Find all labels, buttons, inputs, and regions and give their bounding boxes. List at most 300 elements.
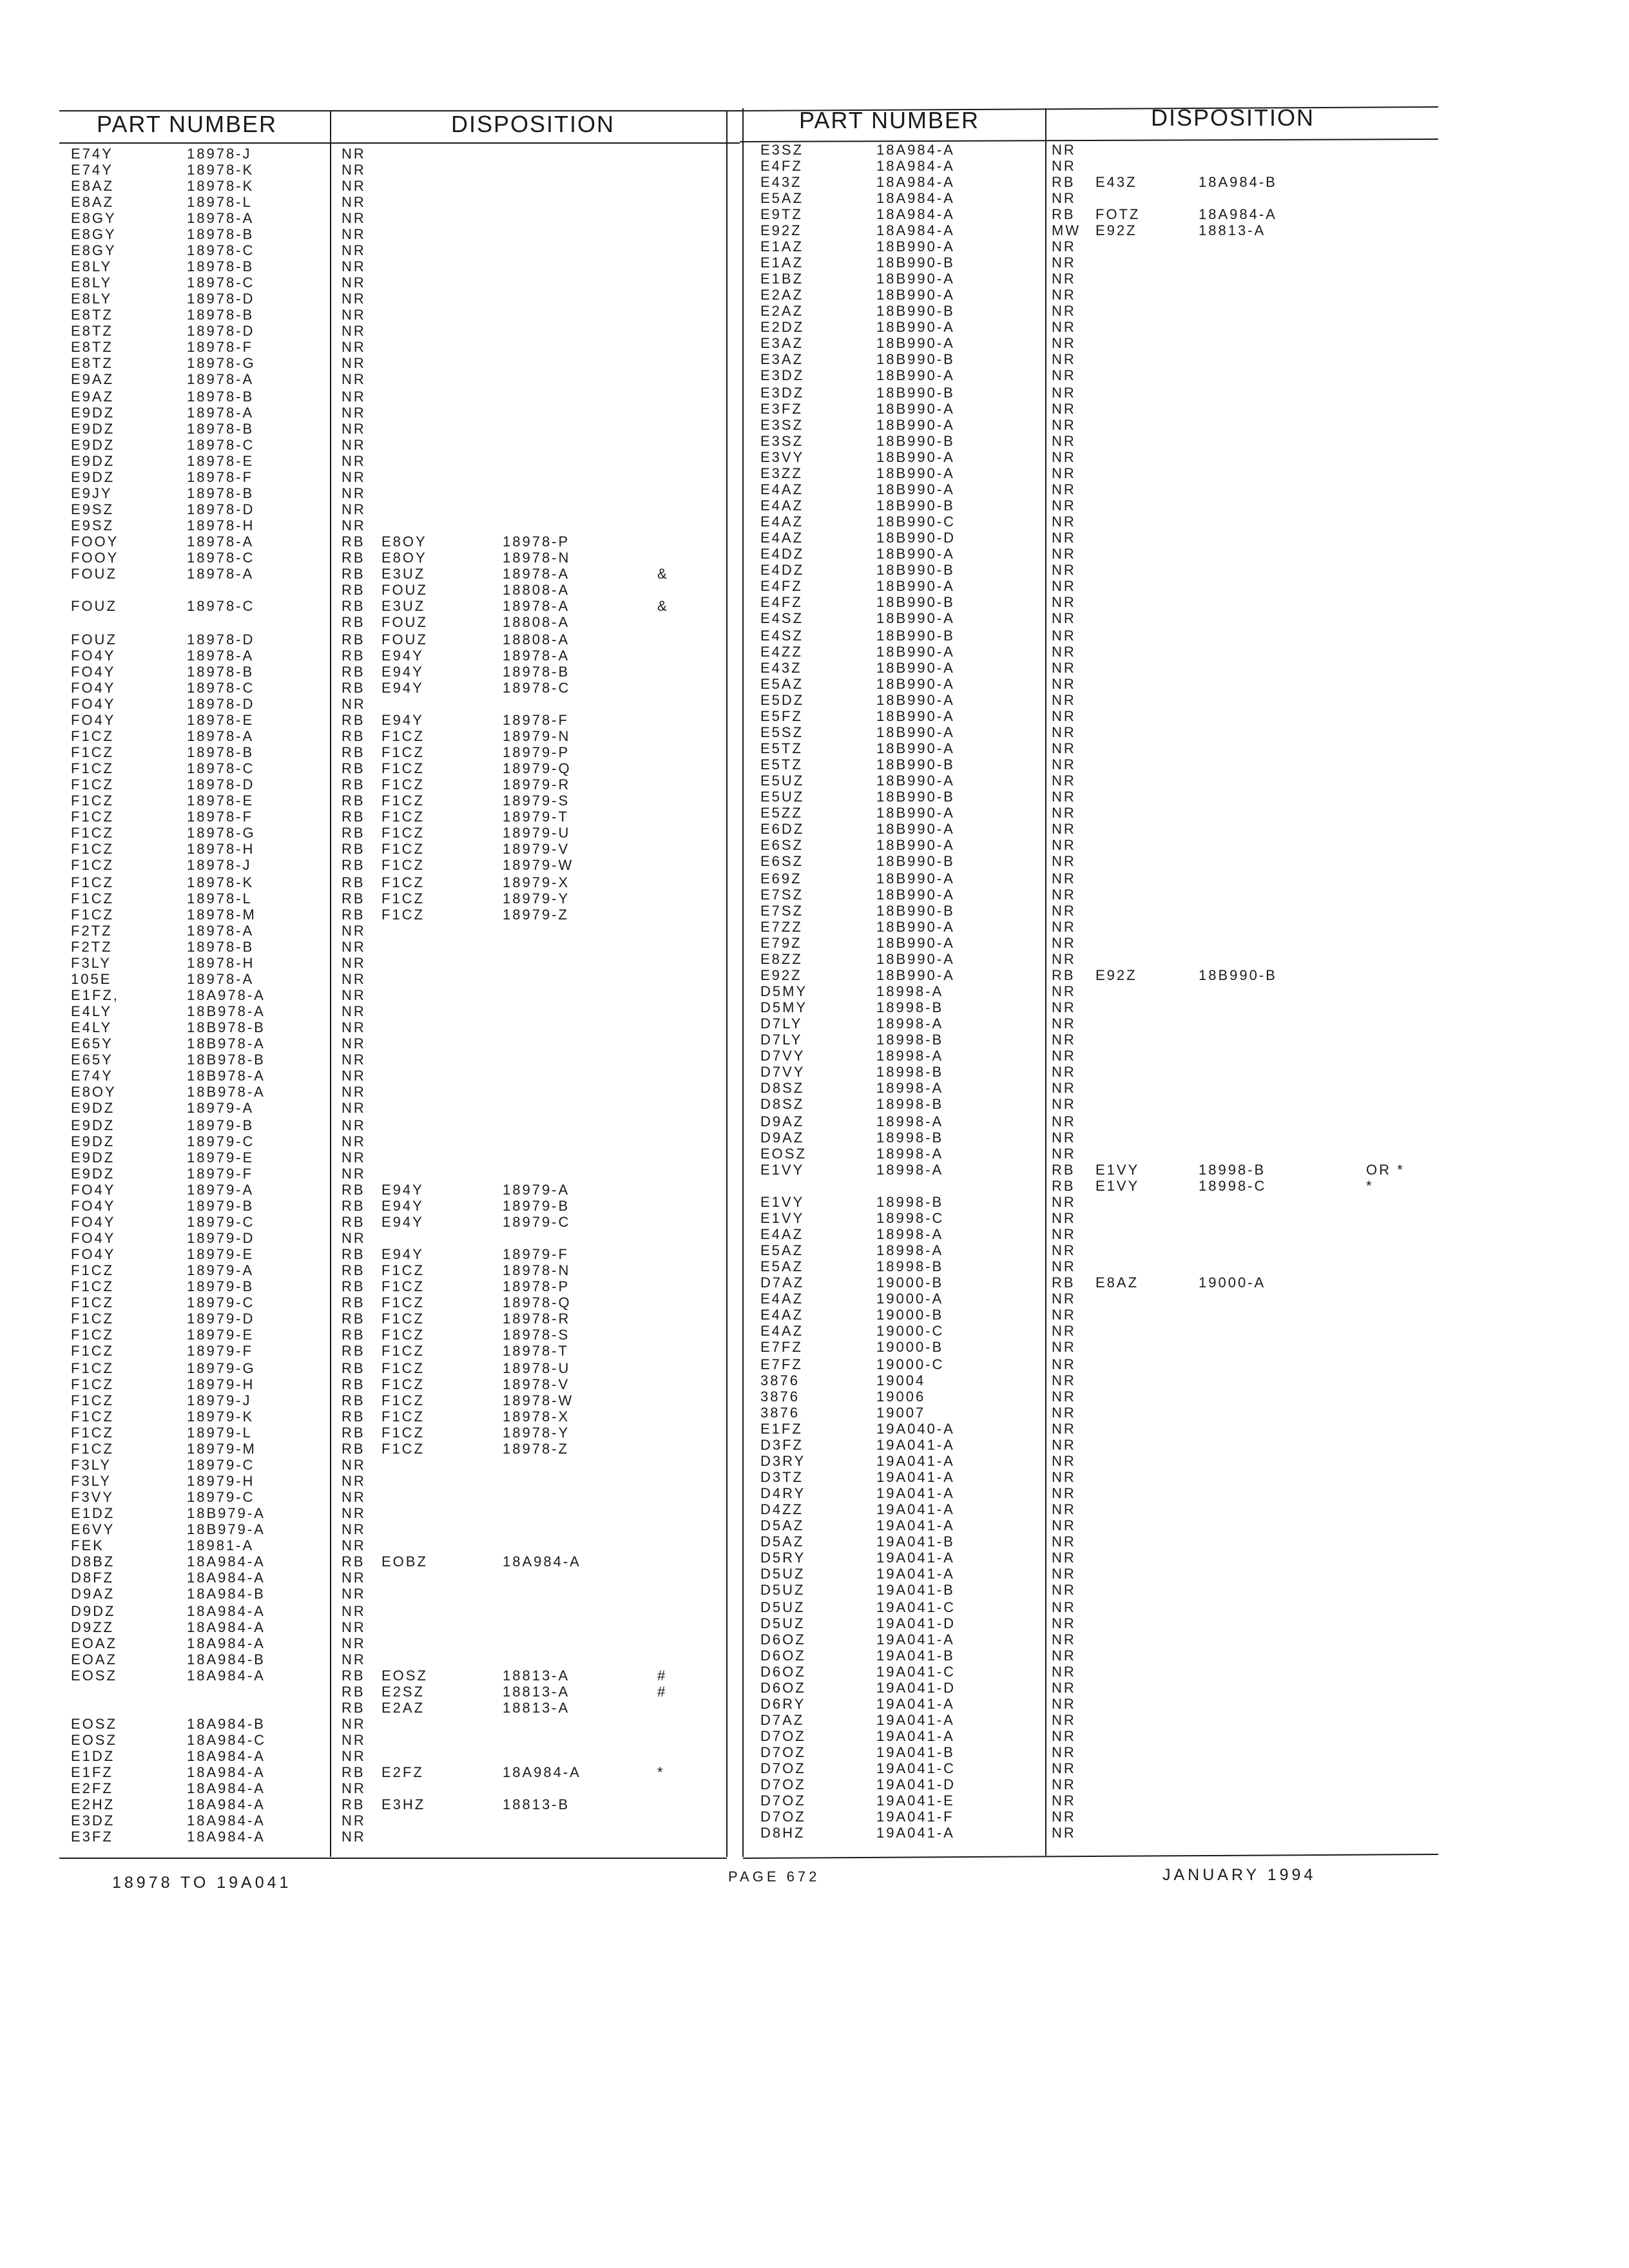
code: RB (342, 680, 365, 696)
replacement-number: 18978-X (503, 1408, 570, 1425)
code: NR (1052, 1696, 1076, 1712)
prefix: D5AZ (760, 1517, 805, 1533)
code: NR (1052, 1389, 1076, 1405)
prefix: D8SZ (760, 1096, 805, 1112)
prefix: F2TZ (71, 939, 113, 955)
prefix: E7ZZ (760, 919, 803, 935)
code: NR (342, 1117, 366, 1133)
code: NR (342, 1635, 366, 1651)
code: NR (342, 1035, 366, 1052)
replacement-prefix: F1CZ (381, 1327, 425, 1343)
part-number: 18981-A (187, 1537, 255, 1553)
part-number: 18998-C (876, 1210, 945, 1226)
prefix: FO4Y (71, 1214, 116, 1230)
code: NR (1052, 1307, 1076, 1323)
code: NR (342, 453, 366, 469)
replacement-number: 18979-V (503, 841, 570, 857)
part-number: 18978-B (187, 307, 255, 323)
prefix: E2AZ (760, 303, 804, 319)
prefix: E6VY (71, 1521, 115, 1537)
prefix: F1CZ (71, 728, 114, 744)
code: NR (1052, 660, 1076, 676)
code: NR (1052, 853, 1076, 869)
prefix: F1CZ (71, 1408, 114, 1425)
prefix: D4ZZ (760, 1501, 804, 1517)
code: MW (1052, 222, 1081, 238)
part-number: 19A041-A (876, 1437, 955, 1453)
code: NR (1052, 1469, 1076, 1485)
code: NR (1052, 1744, 1076, 1760)
code: NR (342, 1133, 366, 1149)
replacement-prefix: F1CZ (381, 1294, 425, 1311)
prefix: D7AZ (760, 1274, 805, 1291)
code: RB (342, 874, 365, 890)
replacement-number: 18979-R (503, 776, 571, 793)
code: NR (1052, 271, 1076, 287)
part-number: 18978-C (187, 598, 255, 614)
replacement-number: 18979-Z (503, 907, 569, 923)
prefix: E4AZ (760, 1323, 804, 1339)
prefix: E3SZ (760, 433, 804, 449)
prefix: E3AZ (760, 335, 804, 351)
part-number: 18B990-A (876, 724, 955, 740)
code: RB (342, 1246, 365, 1262)
replacement-number: 18813-A (503, 1684, 570, 1700)
code: RB (342, 1376, 365, 1392)
replacement-number: 18813-A (1199, 222, 1266, 238)
prefix: D6OZ (760, 1664, 806, 1680)
part-number: 18978-D (187, 631, 255, 648)
prefix: F1CZ (71, 1327, 114, 1343)
part-number: 18A984-B (187, 1586, 265, 1602)
code: NR (342, 307, 366, 323)
replacement-number: 18979-C (503, 1214, 571, 1230)
part-number: 18A984-B (187, 1716, 265, 1732)
code: NR (342, 469, 366, 485)
code: NR (1052, 303, 1076, 319)
replacement-number: 18978-T (503, 1343, 569, 1359)
replacement-number: 18978-F (503, 712, 569, 728)
replacement-number: 18978-P (503, 533, 570, 550)
prefix: E5AZ (760, 190, 804, 206)
part-number: 18978-A (187, 210, 255, 226)
prefix: EOSZ (71, 1716, 117, 1732)
prefix: E9TZ (760, 206, 803, 222)
code: NR (342, 1230, 366, 1246)
code: RB (342, 1425, 365, 1441)
code: NR (1052, 1712, 1076, 1728)
prefix: FO4Y (71, 1182, 116, 1198)
part-number: 18998-B (876, 1032, 944, 1048)
part-number: 18979-D (187, 1230, 255, 1246)
part-number: 18B990-A (876, 546, 955, 562)
part-number: 19A041-A (876, 1825, 955, 1841)
part-number: 18979-E (187, 1149, 255, 1166)
prefix: E9DZ (71, 469, 115, 485)
replacement-number: 18A984-B (1199, 174, 1277, 190)
part-number: 18978-F (187, 339, 253, 355)
part-number: 18A984-A (187, 1812, 265, 1829)
prefix: F1CZ (71, 825, 114, 841)
part-number: 18998-A (876, 1146, 944, 1162)
prefix: FOUZ (71, 631, 117, 648)
part-number: 19006 (876, 1389, 926, 1405)
replacement-prefix: F1CZ (381, 1441, 425, 1457)
code: NR (1052, 870, 1076, 887)
part-number: 18B978-B (187, 1019, 265, 1035)
code: RB (342, 614, 365, 630)
part-number: 18979-G (187, 1360, 256, 1376)
replacement-number: 18813-A (503, 1667, 570, 1684)
code: NR (1052, 1485, 1076, 1501)
code: NR (342, 162, 366, 178)
code: NR (1052, 676, 1076, 692)
part-number: 18B990-D (876, 530, 956, 546)
replacement-prefix: E2AZ (381, 1700, 425, 1716)
replacement-prefix: E92Z (1095, 967, 1137, 983)
code: RB (342, 1198, 365, 1214)
replacement-prefix: FOUZ (381, 614, 428, 630)
prefix: F1CZ (71, 1262, 114, 1278)
code: RB (342, 1278, 365, 1294)
prefix: E3DZ (760, 367, 805, 383)
part-number: 18978-H (187, 955, 255, 971)
part-number: 18A984-A (187, 1829, 265, 1845)
prefix: E2FZ (71, 1780, 113, 1796)
prefix: E9DZ (71, 405, 115, 421)
code: NR (1052, 385, 1076, 401)
code: NR (342, 1166, 366, 1182)
prefix: E8GY (71, 210, 117, 226)
code: NR (342, 971, 366, 987)
prefix: E8AZ (71, 178, 115, 194)
replacement-prefix: FOUZ (381, 631, 428, 648)
part-number: 18978-A (187, 971, 255, 987)
code: NR (1052, 1453, 1076, 1469)
part-number: 19A041-A (876, 1712, 955, 1728)
code: NR (342, 339, 366, 355)
part-number: 18B978-A (187, 1068, 265, 1084)
part-number: 19A041-A (876, 1485, 955, 1501)
footer-range: 18978 TO 19A041 (112, 1874, 292, 1892)
replacement-prefix: E94Y (381, 712, 424, 728)
part-number: 19000-A (876, 1291, 944, 1307)
part-number: 18978-B (187, 485, 255, 501)
code: NR (1052, 1550, 1076, 1566)
prefix: D9AZ (760, 1113, 805, 1129)
prefix: E3DZ (760, 385, 805, 401)
code: RB (342, 857, 365, 873)
replacement-prefix: E8OY (381, 533, 427, 550)
code: RB (342, 1553, 365, 1570)
code: RB (342, 631, 365, 648)
code: RB (1052, 174, 1075, 190)
replacement-prefix: E2SZ (381, 1684, 425, 1700)
prefix: F3LY (71, 955, 111, 971)
prefix: D9AZ (760, 1129, 805, 1146)
prefix: D5MY (760, 999, 808, 1015)
code: NR (1052, 238, 1076, 255)
part-number: 18B978-A (187, 1003, 265, 1019)
prefix: FO4Y (71, 680, 116, 696)
code: NR (342, 1603, 366, 1619)
code: NR (1052, 1809, 1076, 1825)
part-number: 19A041-A (876, 1501, 955, 1517)
code: NR (1052, 756, 1076, 773)
code: NR (1052, 594, 1076, 610)
note: # (657, 1684, 668, 1700)
part-number: 18B979-A (187, 1521, 265, 1537)
part-number: 18978-L (187, 194, 253, 210)
replacement-number: 18808-A (503, 614, 570, 630)
code: NR (1052, 837, 1076, 853)
prefix: E4SZ (760, 610, 804, 626)
code: NR (1052, 1015, 1076, 1032)
code: NR (342, 437, 366, 453)
code: NR (1052, 1405, 1076, 1421)
code: NR (1052, 578, 1076, 594)
prefix: D7LY (760, 1015, 803, 1032)
right-part-number-header: PART NUMBER (799, 107, 980, 133)
prefix: E69Z (760, 870, 802, 887)
replacement-prefix: F1CZ (381, 793, 425, 809)
code: NR (342, 178, 366, 194)
prefix: 3876 (760, 1389, 800, 1405)
replacement-number: 18978-Q (503, 1294, 572, 1311)
code: NR (1052, 1291, 1076, 1307)
replacement-prefix: F1CZ (381, 1392, 425, 1408)
part-number: 18A984-A (187, 1796, 265, 1812)
part-number: 18978-M (187, 907, 256, 923)
part-number: 18A984-A (187, 1603, 265, 1619)
prefix: D8FZ (71, 1570, 114, 1586)
replacement-prefix: E94Y (381, 680, 424, 696)
code: RB (342, 1262, 365, 1278)
code: RB (342, 1182, 365, 1198)
part-number: 18979-E (187, 1327, 255, 1343)
part-number: 18A984-A (876, 174, 955, 190)
part-number: 18978-J (187, 857, 252, 873)
code: NR (1052, 417, 1076, 433)
code: RB (342, 1684, 365, 1700)
prefix: E3ZZ (760, 465, 803, 481)
code: RB (342, 1294, 365, 1311)
part-number: 18979-A (187, 1262, 255, 1278)
part-number: 18B990-B (876, 351, 955, 367)
code: NR (1052, 433, 1076, 449)
part-number: 18B990-B (876, 628, 955, 644)
part-number: 18B990-A (876, 578, 955, 594)
code: NR (342, 1716, 366, 1732)
code: NR (342, 1084, 366, 1100)
prefix: E5AZ (760, 1258, 804, 1274)
prefix: E5TZ (760, 740, 803, 756)
part-number: 18A984-A (876, 158, 955, 174)
replacement-prefix: F1CZ (381, 1262, 425, 1278)
replacement-prefix: FOTZ (1095, 206, 1141, 222)
note: & (657, 566, 669, 582)
code: NR (342, 1052, 366, 1068)
part-number: 18998-A (876, 1113, 944, 1129)
part-number: 19000-B (876, 1274, 944, 1291)
code: NR (1052, 335, 1076, 351)
prefix: EOSZ (71, 1732, 117, 1748)
part-number: 18998-B (876, 1064, 944, 1080)
code: NR (1052, 1566, 1076, 1582)
part-number: 18B990-B (876, 562, 955, 578)
part-number: 18B990-A (876, 692, 955, 708)
code: RB (1052, 1274, 1075, 1291)
part-number: 18979-E (187, 1246, 255, 1262)
part-number: 18998-A (876, 983, 944, 999)
replacement-number: 18978-A (503, 566, 570, 582)
code: NR (1052, 692, 1076, 708)
code: NR (1052, 319, 1076, 335)
part-number: 18B990-A (876, 773, 955, 789)
code: NR (1052, 740, 1076, 756)
code: NR (1052, 1437, 1076, 1453)
prefix: F1CZ (71, 1392, 114, 1408)
replacement-prefix: F1CZ (381, 809, 425, 825)
part-number: 18B990-A (876, 465, 955, 481)
prefix: E9DZ (71, 437, 115, 453)
prefix: E5FZ (760, 708, 803, 724)
prefix: E4LY (71, 1019, 113, 1035)
prefix: D5MY (760, 983, 808, 999)
code: NR (1052, 644, 1076, 660)
replacement-number: 18978-U (503, 1360, 571, 1376)
prefix: EOAZ (71, 1635, 117, 1651)
part-number: 18978-A (187, 566, 255, 582)
code: NR (342, 1457, 366, 1473)
part-number: 19A041-D (876, 1680, 956, 1696)
code: NR (1052, 367, 1076, 383)
code: RB (342, 1392, 365, 1408)
prefix: E8LY (71, 274, 113, 291)
replacement-prefix: E8OY (381, 550, 427, 566)
code: RB (342, 728, 365, 744)
code: RB (342, 890, 365, 907)
code: NR (1052, 287, 1076, 303)
part-number: 19A041-F (876, 1809, 954, 1825)
code: NR (1052, 1517, 1076, 1533)
prefix: D9ZZ (71, 1619, 114, 1635)
part-number: 19A041-A (876, 1550, 955, 1566)
code: NR (1052, 1048, 1076, 1064)
prefix: E8LY (71, 258, 113, 274)
part-number: 19A041-B (876, 1648, 955, 1664)
prefix: E9DZ (71, 1149, 115, 1166)
prefix: E9DZ (71, 1166, 115, 1182)
prefix: E4ZZ (760, 644, 803, 660)
part-number: 18978-B (187, 258, 255, 274)
prefix: E4FZ (760, 594, 803, 610)
replacement-number: 18979-F (503, 1246, 569, 1262)
part-number: 18979-M (187, 1441, 256, 1457)
part-number: 18979-B (187, 1198, 255, 1214)
code: NR (1052, 1615, 1076, 1631)
part-number: 18978-A (187, 728, 255, 744)
part-number: 19000-B (876, 1339, 944, 1355)
part-number: 18B990-A (876, 660, 955, 676)
part-number: 18B990-A (876, 335, 955, 351)
prefix: E1FZ (71, 1764, 113, 1780)
prefix: E8OY (71, 1084, 117, 1100)
note: OR * (1366, 1162, 1405, 1178)
part-number: 18B990-C (876, 514, 956, 530)
code: RB (342, 907, 365, 923)
code: NR (1052, 401, 1076, 417)
code: NR (342, 1019, 366, 1035)
prefix: F1CZ (71, 776, 114, 793)
part-number: 18978-C (187, 760, 255, 776)
part-number: 18978-B (187, 389, 255, 405)
part-number: 18A984-B (187, 1651, 265, 1667)
code: NR (1052, 983, 1076, 999)
code: NR (1052, 1096, 1076, 1112)
code: RB (342, 744, 365, 760)
part-number: 18978-B (187, 664, 255, 680)
prefix: F1CZ (71, 1360, 114, 1376)
code: NR (342, 194, 366, 210)
prefix: F3VY (71, 1489, 115, 1505)
code: NR (342, 517, 366, 533)
prefix: E4AZ (760, 497, 804, 514)
code: NR (342, 291, 366, 307)
prefix: E92Z (760, 222, 802, 238)
prefix: E3VY (760, 449, 805, 465)
replacement-number: 18978-Y (503, 1425, 570, 1441)
prefix: E4FZ (760, 158, 803, 174)
part-number: 18B990-A (876, 401, 955, 417)
prefix: F1CZ (71, 1294, 114, 1311)
part-number: 18978-K (187, 162, 255, 178)
prefix: F1CZ (71, 857, 114, 873)
prefix: D7VY (760, 1048, 805, 1064)
replacement-number: 18A984-A (1199, 206, 1277, 222)
part-number: 18978-F (187, 809, 253, 825)
code: NR (1052, 887, 1076, 903)
prefix: D3TZ (760, 1469, 804, 1485)
prefix: F1CZ (71, 1278, 114, 1294)
prefix: D3FZ (760, 1437, 804, 1453)
part-number: 18979-H (187, 1473, 255, 1489)
part-number: 19A041-A (876, 1631, 955, 1648)
prefix: E1AZ (760, 238, 804, 255)
prefix: F2TZ (71, 923, 113, 939)
part-number: 18B990-A (876, 676, 955, 692)
prefix: D9AZ (71, 1586, 115, 1602)
part-number: 18B990-A (876, 367, 955, 383)
prefix: F3LY (71, 1457, 111, 1473)
code: NR (342, 405, 366, 421)
code: NR (342, 1651, 366, 1667)
code: NR (1052, 1226, 1076, 1242)
code: NR (1052, 1032, 1076, 1048)
prefix: E74Y (71, 1068, 113, 1084)
prefix: F1CZ (71, 793, 114, 809)
part-number: 18979-C (187, 1457, 255, 1473)
code: NR (342, 355, 366, 371)
code: NR (342, 501, 366, 517)
prefix: EOSZ (71, 1667, 117, 1684)
part-number: 18978-B (187, 226, 255, 242)
code: NR (1052, 708, 1076, 724)
replacement-number: 18979-P (503, 744, 570, 760)
replacement-number: 18978-P (503, 1278, 570, 1294)
prefix: E74Y (71, 146, 113, 162)
replacement-number: 18979-N (503, 728, 571, 744)
